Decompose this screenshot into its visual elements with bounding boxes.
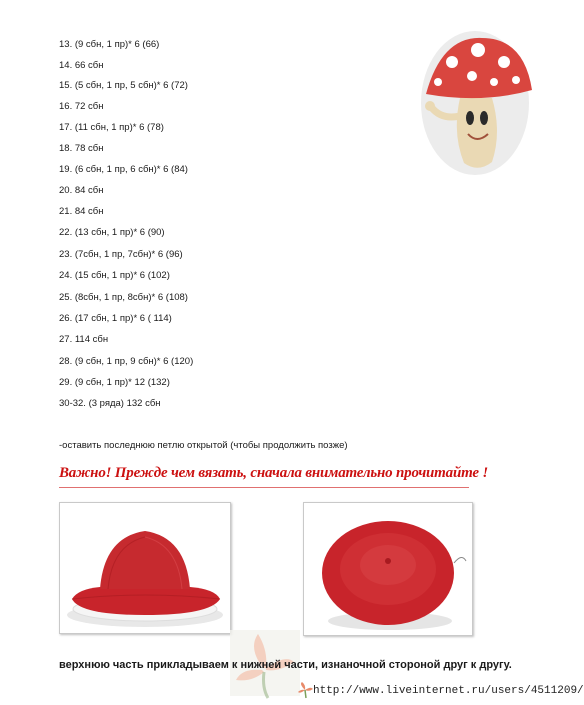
row-item: 29. (9 сбн, 1 пр)* 12 (132) [59, 377, 170, 388]
row-item: 13. (9 сбн, 1 пр)* 6 (66) [59, 39, 160, 50]
source-url: http://www.liveinternet.ru/users/4511209/ [313, 685, 584, 697]
mushroom-character-illustration [412, 28, 542, 181]
hat-top-photo [303, 502, 473, 636]
row-item: 19. (6 сбн, 1 пр, 6 сбн)* 6 (84) [59, 164, 188, 175]
row-item: 24. (15 сбн, 1 пр)* 6 (102) [59, 270, 170, 281]
row-item: 22. (13 сбн, 1 пр)* 6 (90) [59, 227, 165, 238]
row-item: 17. (11 сбн, 1 пр)* 6 (78) [59, 122, 164, 133]
hat-side-photo [59, 502, 231, 634]
row-item: 16. 72 сбн [59, 101, 104, 112]
row-item: 28. (9 сбн, 1 пр, 9 сбн)* 6 (120) [59, 356, 194, 367]
row-item: 15. (5 сбн, 1 пр, 5 сбн)* 6 (72) [59, 80, 188, 91]
row-item: 30-32. (3 ряда) 132 сбн [59, 398, 161, 409]
row-item: 20. 84 сбн [59, 185, 104, 196]
warning-underline [59, 487, 469, 488]
small-flower-icon [296, 682, 314, 703]
row-item: 27. 114 сбн [59, 334, 109, 345]
row-item: 18. 78 сбн [59, 143, 104, 154]
instruction-note: -оставить последнюю петлю открытой (чтобы продолжить позже) [59, 440, 348, 451]
row-item: 26. (17 сбн, 1 пр)* 6 ( 114) [59, 313, 172, 324]
row-item: 25. (8сбн, 1 пр, 8сбн)* 6 (108) [59, 292, 188, 303]
row-item: 21. 84 сбн [59, 206, 104, 217]
row-item: 14. 66 сбн [59, 60, 104, 71]
assembly-caption: верхнюю часть прикладываем к нижней части, изнаночной стороной друг к другу. [59, 659, 512, 671]
row-item: 23. (7сбн, 1 пр, 7сбн)* 6 (96) [59, 249, 183, 260]
warning-banner: Важно! Прежде чем вязать, сначала внимательно прочитайте ! [59, 465, 489, 481]
